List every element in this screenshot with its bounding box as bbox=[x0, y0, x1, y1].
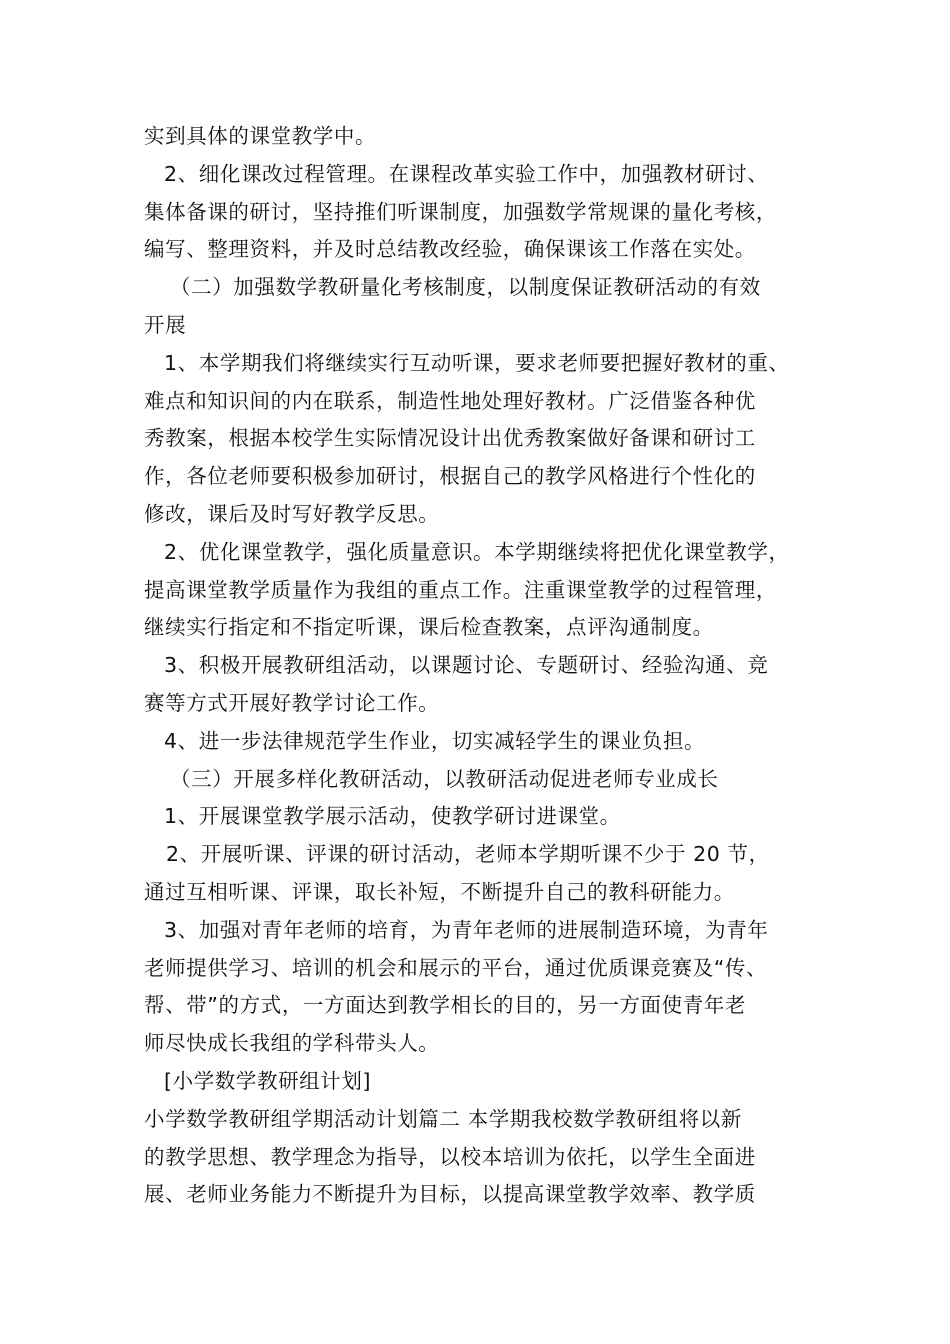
paragraph-line: 通过互相听课、评课，取长补短，不断提升自己的教科研能力。 bbox=[144, 879, 735, 904]
section-heading-cont: 开展 bbox=[144, 312, 187, 337]
paragraph-line: 师尽快成长我组的学科带头人。 bbox=[144, 1031, 440, 1056]
paragraph-line: 赛等方式开展好教学讨论工作。 bbox=[144, 690, 440, 715]
section-heading: （二）加强数学教研量化考核制度，以制度保证教研活动的有效 bbox=[170, 275, 761, 300]
paragraph-line: 集体备课的研讨，坚持推们听课制度，加强数学常规课的量化考核， bbox=[144, 199, 777, 224]
paragraph-line: 1、本学期我们将继续实行互动听课，要求老师要把握好教材的重、 bbox=[164, 350, 790, 375]
paragraph-line: 2、开展听课、评课的研讨活动，老师本学期听课不少于 20 节， bbox=[166, 842, 770, 867]
paragraph-line: 编写、整理资料，并及时总结教改经验，确保课该工作落在实处。 bbox=[144, 237, 756, 262]
paragraph-line: 实到具体的课堂教学中。 bbox=[144, 124, 377, 148]
paragraph-line: 3、积极开展教研组活动，以课题讨论、专题研讨、经验沟通、竞 bbox=[164, 653, 769, 678]
paragraph-line: 2、优化课堂教学，强化质量意识。本学期继续将把优化课堂教学， bbox=[164, 539, 790, 564]
document-body bbox=[144, 118, 824, 1214]
paragraph-line: 作，各位老师要积极参加研讨，根据自己的教学风格进行个性化的 bbox=[144, 464, 756, 489]
paragraph-line: 继续实行指定和不指定听课，课后检查教案，点评沟通制度。 bbox=[144, 615, 714, 640]
paragraph-line: 2、细化课改过程管理。在课程改革实验工作中，加强教材研讨、 bbox=[164, 161, 769, 186]
bracket-title: [小学数学教研组计划] bbox=[164, 1068, 372, 1093]
paragraph-line: 提高课堂教学质量作为我组的重点工作。注重课堂教学的过程管理， bbox=[144, 577, 777, 602]
paragraph-line: 的教学思想、教学理念为指导，以校本培训为依托，以学生全面进 bbox=[144, 1144, 756, 1169]
paragraph-line: 秀教案，根据本校学生实际情况设计出优秀教案做好备课和研讨工 bbox=[144, 426, 756, 451]
paragraph-line: 展、老师业务能力不断提升为目标，以提高课堂教学效率、教学质 bbox=[144, 1182, 756, 1207]
paragraph-line: 老师提供学习、培训的机会和展示的平台，通过优质课竞赛及“传、 bbox=[144, 955, 768, 980]
paragraph-line: 小学数学教研组学期活动计划篇二 本学期我校数学教研组将以新 bbox=[144, 1106, 742, 1131]
paragraph-line: 1、开展课堂教学展示活动，使教学研讨进课堂。 bbox=[164, 804, 621, 829]
section-heading: （三）开展多样化教研活动，以教研活动促进老师专业成长 bbox=[170, 766, 719, 791]
paragraph-line: 4、进一步法律规范学生作业，切实减轻学生的课业负担。 bbox=[164, 728, 706, 753]
paragraph-line: 帮、带”的方式，一方面达到教学相长的目的，另一方面使青年老 bbox=[144, 993, 747, 1018]
paragraph-line: 修改，课后及时写好教学反思。 bbox=[144, 501, 440, 526]
paragraph-line: 3、加强对青年老师的培育，为青年老师的进展制造环境，为青年 bbox=[164, 917, 769, 942]
paragraph-line: 难点和知识间的内在联系，制造性地处理好教材。广泛借鉴各种优 bbox=[144, 388, 756, 413]
